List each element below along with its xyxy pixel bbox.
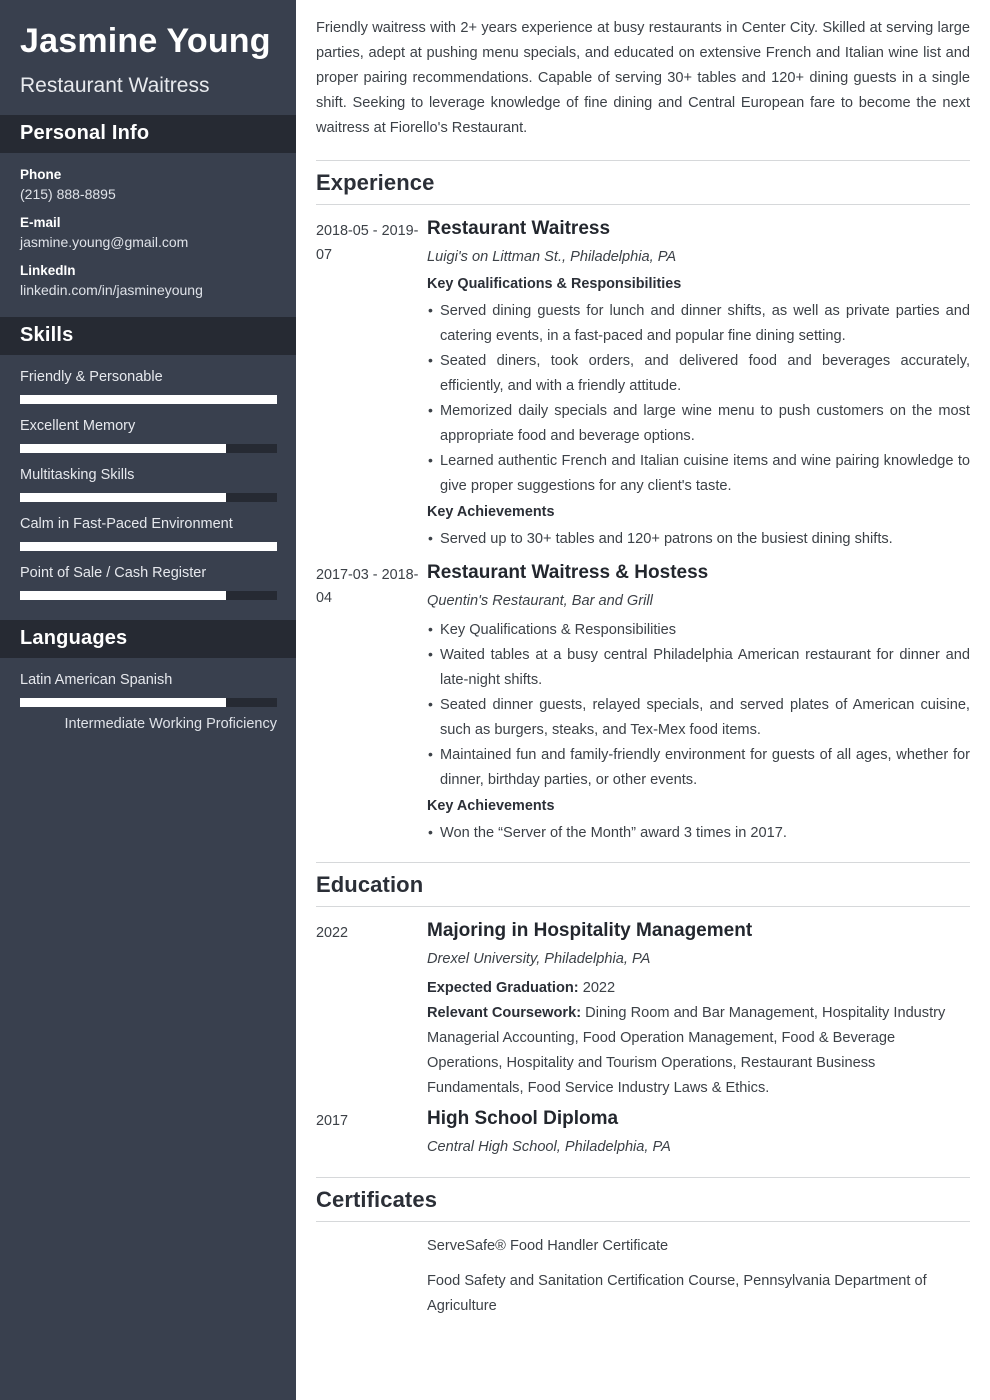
education-entry <box>316 1107 970 1164</box>
contact-item-linkedin <box>20 263 276 298</box>
experience-qualifications-list <box>427 618 970 794</box>
languages-title: Languages <box>20 627 128 650</box>
experience-date: 2018-05 - 2019-07 <box>316 223 419 263</box>
language-level-bar <box>20 698 277 707</box>
experience-section <box>316 160 970 849</box>
skill-level-fill <box>20 493 226 502</box>
bullet-item: • Key Qualifications & Responsibilities <box>427 618 970 643</box>
education-title: Education <box>316 872 424 898</box>
certificate-date-spacer <box>316 1269 427 1319</box>
contact-value-phone[interactable]: (215) 888-8895 <box>20 185 116 202</box>
skill-level-bar <box>20 395 277 404</box>
skill-level-fill <box>20 591 226 600</box>
contact-value-email[interactable]: jasmine.young@gmail.com <box>20 233 189 250</box>
certificate-date-spacer <box>316 1234 427 1259</box>
candidate-job-title: Restaurant Waitress <box>20 74 210 98</box>
education-entry-body <box>427 1107 970 1164</box>
skill-level-fill <box>20 542 277 551</box>
education-coursework-label: Relevant Coursework: <box>427 1004 582 1021</box>
skill-level-fill <box>20 444 226 453</box>
experience-achievements-heading: Key Achievements <box>427 504 555 521</box>
professional-summary: Friendly waitress with 2+ years experience at busy restaurants in Center City. Skilled at serving large parties, adept at pushing menu specials, and educated on extensive French and Italian wine list and proper pairing recommendations. Capable of serving 30+ tables and 120+ dining guests in a single shift. Seeking to leverage knowledge of fine dining and Central European fare to become the next waitress at Fiorello's Restaurant. <box>316 20 970 137</box>
skill-name: Friendly & Personable <box>20 368 163 385</box>
experience-achievements-list <box>427 527 970 552</box>
skill-item <box>20 565 276 600</box>
skill-item <box>20 369 276 404</box>
personal-info-title: Personal Info <box>20 122 150 145</box>
skills-band <box>0 317 296 355</box>
education-date: 2022 <box>316 925 349 942</box>
skill-item <box>20 418 276 453</box>
certificates-section <box>316 1177 970 1319</box>
experience-title: Experience <box>316 170 435 196</box>
certificate-row <box>316 1269 970 1319</box>
education-date: 2017 <box>316 1113 349 1130</box>
experience-org: Luigi's on Littman St., Philadelphia, PA <box>427 249 677 266</box>
contact-label: LinkedIn <box>20 262 76 278</box>
certificates-title: Certificates <box>316 1186 438 1212</box>
skill-name: Multitasking Skills <box>20 466 135 483</box>
experience-entry <box>316 561 970 849</box>
experience-qualifications-heading: Key Qualifications & Responsibilities <box>427 276 682 293</box>
skills-body <box>0 355 296 620</box>
experience-qualifications-list <box>427 299 970 500</box>
skill-name: Point of Sale / Cash Register <box>20 564 207 581</box>
skill-level-bar <box>20 493 277 502</box>
skills-title: Skills <box>20 324 74 347</box>
experience-role: Restaurant Waitress & Hostess <box>427 562 709 584</box>
education-entry <box>316 919 970 1101</box>
experience-entry-body <box>427 561 970 849</box>
education-entry-body <box>427 919 970 1101</box>
language-name: Latin American Spanish <box>20 671 173 688</box>
personal-info-body <box>0 153 296 317</box>
education-degree: Majoring in Hospitality Management <box>427 920 753 942</box>
experience-entry-body <box>427 217 970 555</box>
education-school: Central High School, Philadelphia, PA <box>427 1138 671 1155</box>
main-content <box>296 0 990 1400</box>
candidate-name: Jasmine Young <box>20 22 271 60</box>
education-graduation <box>427 976 970 1001</box>
skill-item <box>20 516 276 551</box>
bullet-item: • Won the “Server of the Month” award 3 times in 2017. <box>427 821 970 846</box>
education-section <box>316 862 970 1164</box>
education-degree: High School Diploma <box>427 1108 619 1130</box>
contact-value-linkedin[interactable]: linkedin.com/in/jasmineyoung <box>20 281 203 298</box>
education-graduation-value: 2022 <box>582 979 616 996</box>
certificate-text: ServeSafe® Food Handler Certificate <box>427 1237 669 1254</box>
certificate-row <box>316 1234 970 1259</box>
experience-entry <box>316 217 970 555</box>
education-section-head <box>316 862 970 907</box>
bullet-item: • Seated dinner guests, relayed specials, and served plates of American cuisine, such as burgers, steaks, and Tex-Mex food items. <box>427 693 970 743</box>
skill-item <box>20 467 276 502</box>
experience-achievements-heading: Key Achievements <box>427 798 555 815</box>
experience-achievements-list <box>427 821 970 846</box>
name-block <box>0 0 296 115</box>
contact-item-email <box>20 215 276 250</box>
personal-info-band <box>0 115 296 153</box>
bullet-item: • Learned authentic French and Italian cuisine items and wine pairing knowledge to give proper suggestions for any client's taste. <box>427 449 970 499</box>
language-item <box>20 672 276 732</box>
skill-level-bar <box>20 444 277 453</box>
certificates-section-head <box>316 1177 970 1222</box>
certificate-text: Food Safety and Sanitation Certification Course, Pennsylvania Department of Agriculture <box>427 1272 927 1314</box>
bullet-item: • Seated diners, took orders, and delivered food and beverages accurately, efficiently, and with a friendly attitude. <box>427 349 970 399</box>
education-coursework <box>427 1001 970 1101</box>
bullet-item: • Memorized daily specials and large wine menu to push customers on the most appropriate food and beverage options. <box>427 399 970 449</box>
languages-band <box>0 620 296 658</box>
skill-level-fill <box>20 395 277 404</box>
bullet-item: • Served dining guests for lunch and dinner shifts, as well as private parties and catering events, in a fast-paced and popular fine dining setting. <box>427 299 970 349</box>
language-level-fill <box>20 698 226 707</box>
bullet-item: • Maintained fun and family-friendly environment for guests of all ages, whether for dinner, birthday parties, or other events. <box>427 743 970 793</box>
experience-section-head <box>316 160 970 205</box>
education-school: Drexel University, Philadelphia, PA <box>427 950 651 967</box>
skill-name: Excellent Memory <box>20 417 136 434</box>
contact-item-phone <box>20 167 276 202</box>
contact-label: Phone <box>20 166 62 182</box>
sidebar <box>0 0 296 1400</box>
skill-level-bar <box>20 542 277 551</box>
education-coursework-value: Dining Room and Bar Management, Hospitality Industry Managerial Accounting, Food Operation Management, Food & Beverage Operations, Hospitality and Tourism Operations, Restaurant Business Fundamentals, Food Service Industry Laws & Ethics. <box>427 1004 946 1096</box>
skill-name: Calm in Fast-Paced Environment <box>20 515 233 532</box>
experience-role: Restaurant Waitress <box>427 218 611 240</box>
experience-date: 2017-03 - 2018-04 <box>316 567 419 607</box>
contact-label: E-mail <box>20 214 61 230</box>
experience-org: Quentin's Restaurant, Bar and Grill <box>427 592 653 609</box>
languages-body <box>0 658 296 742</box>
bullet-item: • Served up to 30+ tables and 120+ patrons on the busiest dining shifts. <box>427 527 970 552</box>
bullet-item: • Waited tables at a busy central Philadelphia American restaurant for dinner and late-night shifts. <box>427 643 970 693</box>
language-proficiency: Intermediate Working Proficiency <box>64 715 277 732</box>
skill-level-bar <box>20 591 277 600</box>
education-graduation-label: Expected Graduation: <box>427 979 579 996</box>
